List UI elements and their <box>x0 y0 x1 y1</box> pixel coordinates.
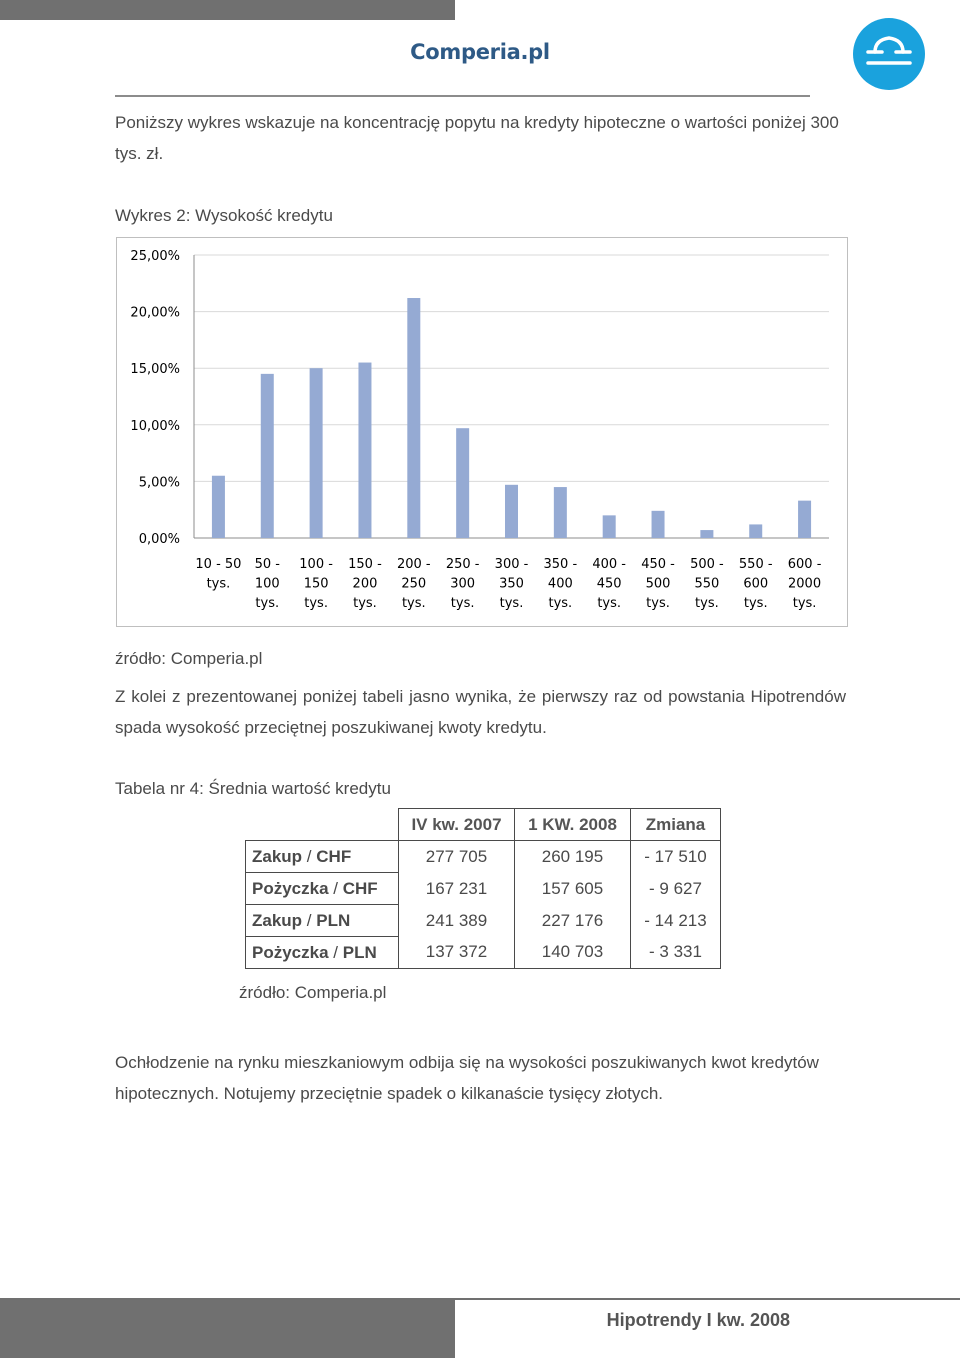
x-tick-label: 350 <box>499 576 524 592</box>
table-cell: 167 231 <box>399 873 515 905</box>
x-tick-label: tys. <box>743 596 768 611</box>
y-tick-label: 20,00% <box>130 305 180 321</box>
x-tick-label: tys. <box>353 596 377 611</box>
row-label-part: CHF <box>316 846 352 866</box>
average-credit-table <box>245 808 721 969</box>
x-tick-label: 150 <box>303 576 329 592</box>
x-tick-label: tys. <box>255 596 280 611</box>
chart-caption: Wykres 2: Wysokość kredytu <box>115 206 333 225</box>
bar <box>652 511 665 538</box>
x-tick-label: 150 - <box>348 557 382 572</box>
table-header-row <box>246 809 721 841</box>
column-header: Zmiana <box>631 809 721 841</box>
footer-divider <box>455 1298 960 1300</box>
bar-chart <box>116 237 848 627</box>
x-tick-label: 250 <box>401 576 427 592</box>
x-tick-label: tys. <box>792 596 817 611</box>
table-cell: 241 389 <box>399 905 515 937</box>
row-label-part: PLN <box>342 942 377 962</box>
x-tick-label: tys. <box>548 596 573 611</box>
x-tick-label: 500 - <box>690 557 724 572</box>
column-header: 1 KW. 2008 <box>515 809 631 841</box>
x-tick-label: 450 <box>596 576 622 592</box>
x-tick-label: tys. <box>206 576 231 592</box>
bar <box>798 501 811 538</box>
table-row <box>246 937 721 969</box>
x-tick-label: tys. <box>450 596 475 611</box>
x-tick-label: tys. <box>695 596 719 611</box>
table-row <box>246 841 721 873</box>
table-corner-cell <box>246 809 399 841</box>
table-cell: - 9 627 <box>631 873 721 905</box>
x-tick-label: 600 <box>743 576 769 592</box>
x-tick-label: tys. <box>304 596 328 611</box>
x-tick-label: 250 - <box>445 557 480 572</box>
x-tick-label: 300 <box>450 576 476 592</box>
x-tick-label: 100 - <box>299 557 333 572</box>
table-row <box>246 905 721 937</box>
row-label-separator: / <box>306 846 312 866</box>
x-tick-label: tys. <box>646 596 670 611</box>
x-tick-label: 550 - <box>738 557 773 572</box>
row-label <box>246 937 399 969</box>
x-tick-label: 500 <box>645 576 671 592</box>
bar <box>505 485 518 538</box>
x-tick-label: 10 - 50 <box>195 557 242 572</box>
row-label-part: Pożyczka <box>252 878 329 898</box>
y-tick-label: 5,00% <box>138 475 180 491</box>
x-tick-label: 450 - <box>641 557 675 572</box>
x-tick-label: 550 <box>694 576 720 592</box>
bar <box>261 374 274 538</box>
table-cell: 260 195 <box>515 841 631 873</box>
x-tick-label: 200 <box>352 576 378 592</box>
row-label <box>246 873 399 905</box>
top-decorative-bar <box>0 0 455 20</box>
y-tick-label: 15,00% <box>130 362 180 378</box>
bar <box>310 368 323 538</box>
bar <box>456 428 469 538</box>
table-cell: - 14 213 <box>631 905 721 937</box>
table-row <box>246 873 721 905</box>
row-label-separator: / <box>306 910 312 930</box>
y-tick-label: 0,00% <box>138 532 180 547</box>
bar <box>407 298 420 538</box>
x-tick-label: 400 - <box>592 557 627 572</box>
table-intro-paragraph: Z kolei z prezentowanej poniżej tabeli jasno wynika, że pierwszy raz od powstania Hipotrendów spada wysokość przeciętnej poszukiwanej kwoty kredytu. <box>115 687 846 737</box>
bar <box>749 524 762 538</box>
column-header: IV kw. 2007 <box>399 809 515 841</box>
x-tick-label: 50 - <box>254 557 280 572</box>
brand-title: Comperia.pl <box>410 40 550 64</box>
table-cell: 227 176 <box>515 905 631 937</box>
x-tick-label: tys. <box>597 596 622 611</box>
closing-paragraph: Ochłodzenie na rynku mieszkaniowym odbija się na wysokości poszukiwanych kwot kredytów hipotecznych. Notujemy przeciętnie spadek o kilkanaście tysięcy złotych. <box>115 1053 819 1103</box>
bar-chart-svg <box>117 238 847 626</box>
bar <box>358 363 371 538</box>
x-tick-label: 350 - <box>543 557 578 572</box>
table-cell: 140 703 <box>515 937 631 969</box>
table-source: źródło: Comperia.pl <box>239 983 387 1002</box>
table-cell: - 3 331 <box>631 937 721 969</box>
row-label <box>246 905 399 937</box>
bar <box>554 487 567 538</box>
chart-source: źródło: Comperia.pl <box>115 649 263 668</box>
table-cell: 137 372 <box>399 937 515 969</box>
y-tick-label: 10,00% <box>130 418 180 434</box>
bar <box>212 476 225 538</box>
x-tick-label: 2000 <box>788 576 822 592</box>
row-label-separator: / <box>333 942 339 962</box>
libra-scale-icon <box>853 18 925 90</box>
table-caption: Tabela nr 4: Średnia wartość kredytu <box>115 779 391 798</box>
intro-paragraph: Poniższy wykres wskazuje na koncentrację popytu na kredyty hipoteczne o wartości poniżej 300 tys. zł. <box>115 113 839 163</box>
x-tick-label: 400 <box>547 576 573 592</box>
y-tick-label: 25,00% <box>130 249 180 264</box>
x-tick-label: 600 - <box>787 557 822 572</box>
x-tick-label: tys. <box>401 596 426 611</box>
x-tick-label: tys. <box>499 596 524 611</box>
row-label-separator: / <box>333 878 339 898</box>
bar <box>603 515 616 538</box>
row-label-part: PLN <box>316 910 351 930</box>
row-label-part: Pożyczka <box>252 942 329 962</box>
x-tick-label: 100 <box>254 576 280 592</box>
table-cell: - 17 510 <box>631 841 721 873</box>
footer-title: Hipotrendy I kw. 2008 <box>606 1310 790 1330</box>
table-cell: 157 605 <box>515 873 631 905</box>
x-tick-label: 300 - <box>494 557 529 572</box>
bar <box>700 530 713 538</box>
bottom-decorative-bar <box>0 1298 455 1358</box>
row-label <box>246 841 399 873</box>
x-tick-label: 200 - <box>396 557 431 572</box>
row-label-part: CHF <box>342 878 378 898</box>
row-label-part: Zakup <box>252 910 303 930</box>
row-label-part: Zakup <box>252 846 303 866</box>
table-cell: 277 705 <box>399 841 515 873</box>
header-divider <box>115 95 810 97</box>
